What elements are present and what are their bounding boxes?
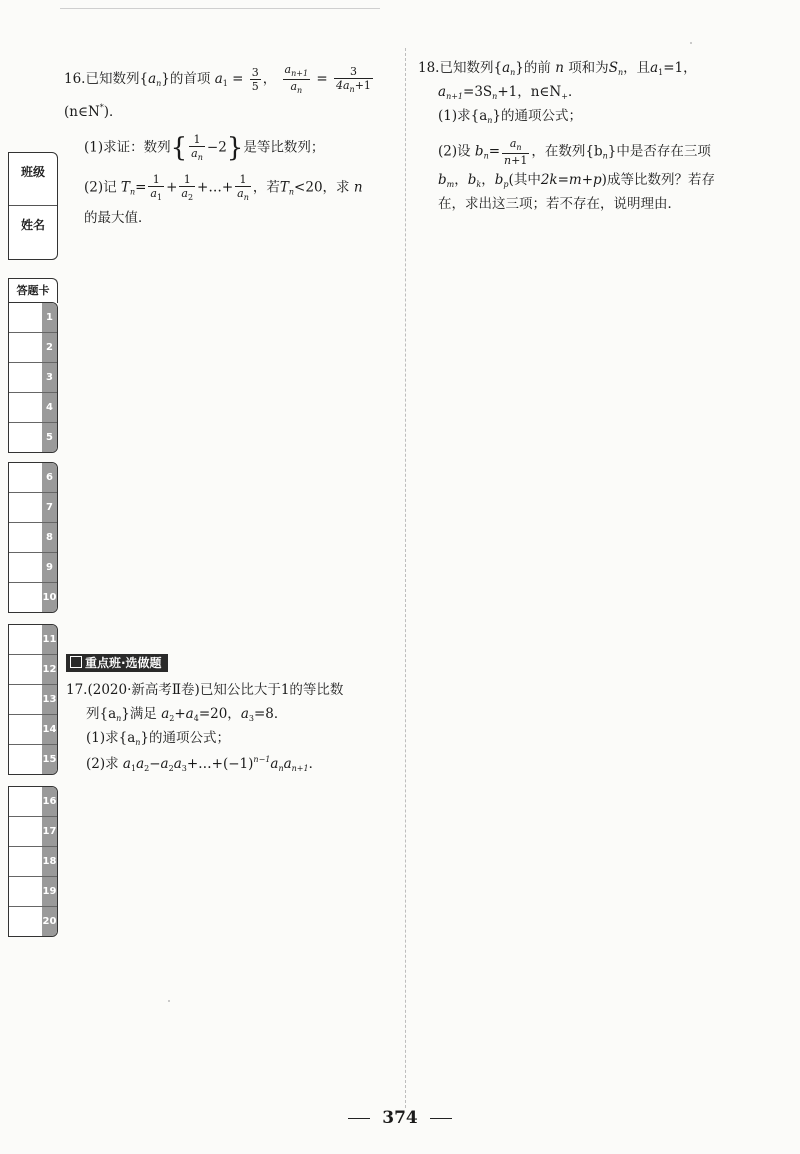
answer-slot[interactable] bbox=[9, 333, 57, 363]
speck bbox=[690, 42, 692, 44]
top-rule bbox=[60, 8, 380, 9]
answer-slot[interactable] bbox=[9, 463, 57, 493]
answer-group-3 bbox=[8, 624, 58, 775]
answer-slot[interactable] bbox=[9, 787, 57, 817]
p16-text-2: 的首项 bbox=[169, 71, 211, 87]
answer-slot-number: 14 bbox=[42, 715, 57, 744]
answer-slot[interactable] bbox=[9, 847, 57, 877]
answer-slot-number: 1 bbox=[42, 303, 57, 332]
book-icon bbox=[70, 656, 82, 668]
p16-text-1: 16.已知数列 bbox=[64, 71, 140, 87]
answer-slot[interactable] bbox=[9, 393, 57, 423]
p17-text-1: 17.(2020·新高考Ⅱ卷)已知公比大于1的等比数 bbox=[66, 682, 344, 698]
answer-slot-number: 10 bbox=[42, 583, 57, 612]
answer-slot-number: 9 bbox=[42, 553, 57, 582]
answer-slot[interactable] bbox=[9, 685, 57, 715]
answer-slot-number: 3 bbox=[42, 363, 57, 392]
p17-part2: (2)求 bbox=[86, 756, 119, 772]
answer-slot[interactable] bbox=[9, 423, 57, 452]
page-number-text: 374 bbox=[382, 1108, 418, 1128]
answer-slot-number: 2 bbox=[42, 333, 57, 362]
page-number bbox=[0, 1108, 800, 1128]
answer-slot-number: 7 bbox=[42, 493, 57, 522]
student-info-box bbox=[8, 152, 58, 260]
answer-slot[interactable] bbox=[9, 745, 57, 774]
speck bbox=[168, 1000, 170, 1002]
answer-slot[interactable] bbox=[9, 877, 57, 907]
answer-slot[interactable] bbox=[9, 583, 57, 612]
column-divider bbox=[405, 48, 406, 1108]
p16-text-3: (n∈N bbox=[64, 104, 100, 120]
answer-slot-number: 11 bbox=[42, 625, 57, 654]
answer-slot-number: 15 bbox=[42, 745, 57, 774]
p18-text-2: =3S bbox=[463, 84, 493, 100]
answer-slot-number: 6 bbox=[42, 463, 57, 492]
answer-slot[interactable] bbox=[9, 817, 57, 847]
p16-part1: (1)求证：数列 bbox=[84, 139, 171, 156]
answer-slot-number: 19 bbox=[42, 877, 57, 906]
answer-slot[interactable] bbox=[9, 523, 57, 553]
answer-slot-number: 13 bbox=[42, 685, 57, 714]
answer-slot[interactable] bbox=[9, 303, 57, 333]
dash-right bbox=[430, 1118, 452, 1120]
p18-text-1: 18.已知数列 bbox=[418, 60, 494, 76]
answer-slot[interactable] bbox=[9, 907, 57, 936]
answer-group-1 bbox=[8, 302, 58, 453]
p16-text-4: 的最大值． bbox=[84, 210, 152, 226]
answer-slot[interactable] bbox=[9, 655, 57, 685]
answer-slot-number: 20 bbox=[42, 907, 57, 936]
answer-group-4 bbox=[8, 786, 58, 937]
p18-text-4: 在，求出这三项；若不存在，说明理由． bbox=[438, 196, 681, 212]
answer-slot[interactable] bbox=[9, 553, 57, 583]
answer-slot[interactable] bbox=[9, 493, 57, 523]
answer-slot-number: 18 bbox=[42, 847, 57, 876]
p17-part1: (1)求{a bbox=[86, 730, 136, 746]
p16-part2: (2)记 bbox=[84, 179, 117, 196]
p16-frac-ratio: $\frac{a_{n+1}}{a_n}$ bbox=[284, 63, 309, 95]
answer-slot-number: 8 bbox=[42, 523, 57, 552]
answer-group-2 bbox=[8, 462, 58, 613]
p18-part2: (2)设 bbox=[438, 143, 471, 160]
name-label: 姓名 bbox=[20, 218, 45, 232]
dash-left bbox=[348, 1118, 370, 1120]
optional-section-banner bbox=[66, 654, 168, 672]
answer-slot-number: 16 bbox=[42, 787, 57, 816]
answer-slot-number: 4 bbox=[42, 393, 57, 422]
p18-text-3: (其中 bbox=[508, 172, 541, 188]
answer-slot[interactable] bbox=[9, 625, 57, 655]
p17-text-2: 列{a bbox=[86, 706, 117, 722]
answer-slot-number: 17 bbox=[42, 817, 57, 846]
answer-slot-number: 5 bbox=[42, 423, 57, 452]
answer-slot[interactable] bbox=[9, 715, 57, 745]
class-label: 班级 bbox=[20, 165, 45, 179]
answer-card-title: 答题卡 bbox=[8, 278, 58, 303]
p16-frac-3-5: $\frac{3}{5}$ bbox=[251, 66, 259, 93]
banner-label: 重点班·选做题 bbox=[85, 656, 162, 670]
class-field[interactable] bbox=[9, 153, 57, 206]
p16-frac-rhs: $\frac{3}{4a_n+1}$ bbox=[335, 64, 371, 94]
p18-part1: (1)求{a bbox=[438, 108, 488, 124]
name-field[interactable] bbox=[9, 206, 57, 258]
answer-slot-number: 12 bbox=[42, 655, 57, 684]
answer-slot[interactable] bbox=[9, 363, 57, 393]
